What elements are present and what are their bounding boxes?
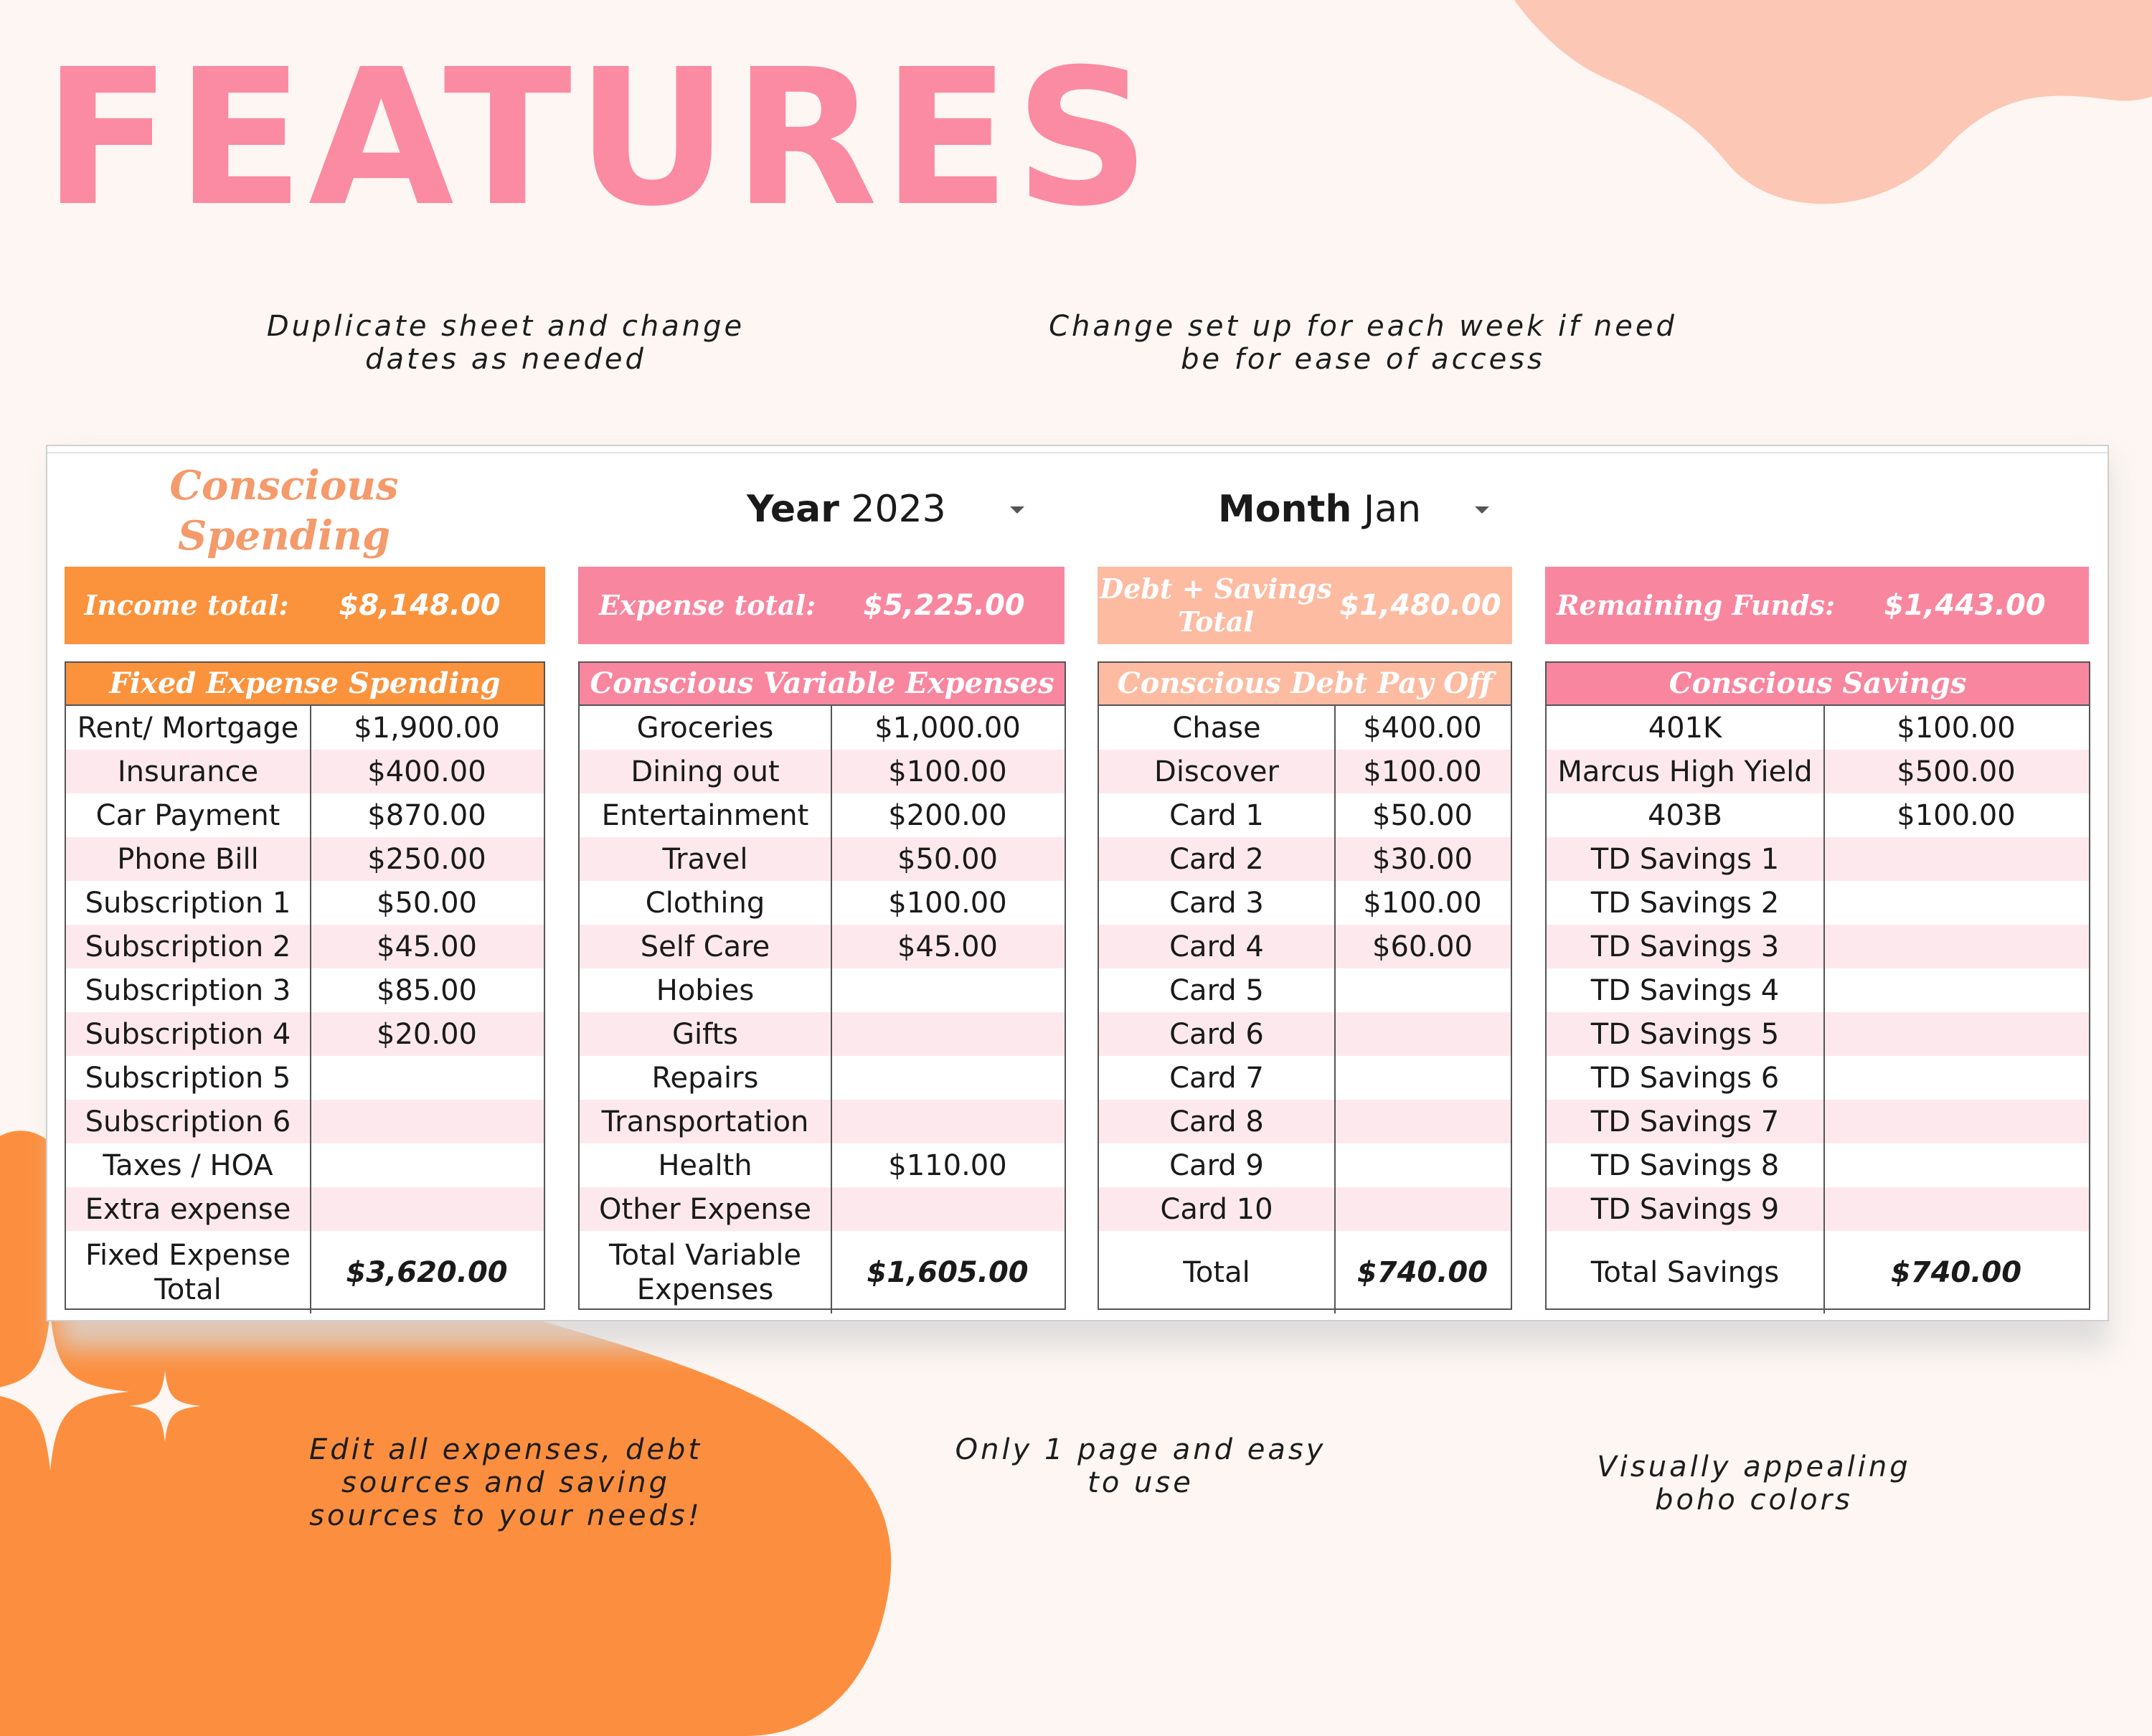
row-amount[interactable]: $400.00 bbox=[367, 755, 486, 788]
remaining-funds-value: $1,443.00 bbox=[1884, 589, 2046, 622]
row-label[interactable]: Insurance bbox=[66, 750, 311, 793]
row-label[interactable]: Repairs bbox=[580, 1056, 832, 1100]
row-amount[interactable] bbox=[832, 968, 1063, 1012]
row-amount[interactable]: $45.00 bbox=[897, 930, 998, 963]
row-amount[interactable] bbox=[832, 1012, 1063, 1056]
table-row bbox=[1547, 1012, 2089, 1056]
remaining-funds-box bbox=[1545, 567, 2089, 644]
row-amount[interactable]: $45.00 bbox=[377, 930, 477, 963]
row-amount[interactable] bbox=[1336, 1100, 1509, 1143]
table-row bbox=[580, 968, 1065, 1012]
row-amount[interactable] bbox=[832, 1056, 1063, 1100]
table-row bbox=[1099, 1100, 1511, 1143]
row-label[interactable]: TD Savings 7 bbox=[1547, 1100, 1825, 1143]
month-value: Jan bbox=[1363, 488, 1422, 531]
panel-header: Conscious Debt Pay Off bbox=[1099, 663, 1511, 706]
row-label[interactable]: TD Savings 2 bbox=[1547, 881, 1825, 925]
row-label[interactable]: TD Savings 3 bbox=[1547, 925, 1825, 968]
row-amount[interactable] bbox=[1825, 837, 2087, 881]
row-amount[interactable]: $200.00 bbox=[888, 798, 1007, 832]
table-row bbox=[66, 1056, 544, 1100]
page-title: FEATURES bbox=[43, 29, 1155, 247]
row-amount[interactable] bbox=[1825, 1143, 2087, 1187]
caption-duplicate-sheet: Duplicate sheet and change dates as needed bbox=[266, 310, 745, 376]
row-amount[interactable]: $100.00 bbox=[1897, 711, 2016, 745]
row-label[interactable]: Card 8 bbox=[1099, 1100, 1336, 1143]
table-row bbox=[580, 1100, 1065, 1143]
sparkle-icon bbox=[129, 1370, 201, 1442]
row-amount[interactable]: $50.00 bbox=[377, 886, 477, 920]
row-amount[interactable]: $400.00 bbox=[1363, 711, 1482, 745]
row-amount[interactable]: $100.00 bbox=[888, 755, 1007, 788]
debt-savings-total-label: Debt + Savings Total bbox=[1100, 572, 1332, 638]
row-amount[interactable] bbox=[311, 1187, 542, 1231]
row-label[interactable]: TD Savings 1 bbox=[1547, 837, 1825, 881]
table-row bbox=[1547, 706, 2089, 750]
month-label: Month bbox=[1218, 488, 1352, 531]
row-label[interactable]: Chase bbox=[1099, 706, 1336, 750]
row-label[interactable]: Card 10 bbox=[1099, 1187, 1336, 1231]
table-row bbox=[1099, 1056, 1511, 1100]
row-label[interactable]: Card 9 bbox=[1099, 1143, 1336, 1187]
table-row bbox=[1547, 837, 2089, 881]
row-label[interactable]: Card 4 bbox=[1099, 925, 1336, 968]
row-label[interactable]: Other Expense bbox=[580, 1187, 832, 1231]
expense-total-box bbox=[578, 567, 1065, 644]
table-row bbox=[1099, 793, 1511, 837]
row-label[interactable]: Card 2 bbox=[1099, 837, 1336, 881]
row-label[interactable]: Card 3 bbox=[1099, 881, 1336, 925]
table-row bbox=[66, 706, 544, 750]
row-amount[interactable] bbox=[311, 1056, 542, 1100]
row-label[interactable]: Travel bbox=[580, 837, 832, 881]
table-row bbox=[580, 793, 1065, 837]
row-amount[interactable]: $85.00 bbox=[377, 973, 477, 1007]
row-amount[interactable] bbox=[1825, 968, 2087, 1012]
table-row bbox=[1547, 1143, 2089, 1187]
total-row bbox=[580, 1231, 1065, 1313]
row-label[interactable]: Car Payment bbox=[66, 793, 311, 837]
row-amount[interactable]: $100.00 bbox=[1363, 755, 1482, 788]
table-row bbox=[1099, 881, 1511, 925]
row-amount[interactable]: $20.00 bbox=[377, 1017, 477, 1051]
total-value: $1,605.00 bbox=[867, 1255, 1029, 1289]
table-row bbox=[1547, 881, 2089, 925]
table-row bbox=[1547, 1056, 2089, 1100]
table-row bbox=[66, 793, 544, 837]
table-row bbox=[66, 837, 544, 881]
row-label[interactable]: Subscription 4 bbox=[66, 1012, 311, 1056]
table-row bbox=[1547, 968, 2089, 1012]
caption-one-page: Only 1 page and easy to use bbox=[955, 1433, 1326, 1499]
row-amount[interactable]: $500.00 bbox=[1897, 755, 2016, 788]
caption-boho-colors: Visually appealing boho colors bbox=[1597, 1450, 1911, 1516]
year-dropdown-icon[interactable] bbox=[1010, 506, 1024, 514]
total-label: Total Savings bbox=[1547, 1231, 1825, 1313]
row-amount[interactable] bbox=[1825, 1100, 2087, 1143]
row-label[interactable]: Subscription 5 bbox=[66, 1056, 311, 1100]
table-row bbox=[1547, 750, 2089, 793]
table-row bbox=[1099, 925, 1511, 968]
row-amount[interactable] bbox=[1336, 1187, 1509, 1231]
year-value: 2023 bbox=[851, 488, 946, 531]
year-selector[interactable] bbox=[747, 488, 946, 531]
row-amount[interactable]: $100.00 bbox=[888, 886, 1007, 920]
income-total-label: Income total: bbox=[84, 589, 289, 621]
table-row bbox=[1099, 750, 1511, 793]
table-row bbox=[580, 706, 1065, 750]
row-label[interactable]: TD Savings 5 bbox=[1547, 1012, 1825, 1056]
row-label[interactable]: Card 7 bbox=[1099, 1056, 1336, 1100]
year-label: Year bbox=[747, 488, 839, 531]
row-label[interactable]: Hobies bbox=[580, 968, 832, 1012]
sheet-gridline bbox=[47, 446, 2108, 453]
total-row bbox=[1099, 1231, 1511, 1313]
table-row bbox=[1547, 793, 2089, 837]
row-amount[interactable]: $100.00 bbox=[1897, 798, 2016, 832]
row-label[interactable]: Card 1 bbox=[1099, 793, 1336, 837]
panel-header: Conscious Variable Expenses bbox=[580, 663, 1065, 706]
row-label[interactable]: Subscription 1 bbox=[66, 881, 311, 925]
table-row bbox=[66, 881, 544, 925]
row-label[interactable]: Subscription 6 bbox=[66, 1100, 311, 1143]
row-amount[interactable] bbox=[1336, 1056, 1509, 1100]
row-amount[interactable] bbox=[1336, 1012, 1509, 1056]
table-row bbox=[580, 881, 1065, 925]
row-amount[interactable]: $250.00 bbox=[367, 842, 486, 876]
table-row bbox=[580, 1143, 1065, 1187]
debt-savings-total-value: $1,480.00 bbox=[1339, 589, 1501, 622]
row-label[interactable]: Card 5 bbox=[1099, 968, 1336, 1012]
panel-header: Conscious Savings bbox=[1547, 663, 2089, 706]
remaining-funds-label: Remaining Funds: bbox=[1556, 589, 1836, 621]
savings-panel bbox=[1545, 661, 2090, 1310]
table-row bbox=[1099, 1143, 1511, 1187]
row-amount[interactable] bbox=[1825, 881, 2087, 925]
table-row bbox=[580, 1187, 1065, 1231]
caption-edit-expenses: Edit all expenses, debt sources and saving sources to your needs! bbox=[308, 1433, 703, 1532]
row-label[interactable]: Self Care bbox=[580, 925, 832, 968]
table-row bbox=[66, 968, 544, 1012]
row-amount[interactable]: $1,000.00 bbox=[874, 711, 1021, 745]
fixed-expense-panel bbox=[65, 661, 545, 1310]
total-label: Fixed Expense Total bbox=[66, 1231, 311, 1313]
total-label: Total Variable Expenses bbox=[580, 1231, 832, 1313]
row-label[interactable]: TD Savings 8 bbox=[1547, 1143, 1825, 1187]
expense-total-label: Expense total: bbox=[598, 589, 816, 621]
row-amount[interactable] bbox=[1336, 1143, 1509, 1187]
row-label[interactable]: Phone Bill bbox=[66, 837, 311, 881]
row-amount[interactable] bbox=[832, 1187, 1063, 1231]
row-label[interactable]: Marcus High Yield bbox=[1547, 750, 1825, 793]
row-label[interactable]: Gifts bbox=[580, 1012, 832, 1056]
panel-header: Fixed Expense Spending bbox=[66, 663, 544, 706]
caption-change-setup: Change set up for each week if need be for ease of access bbox=[1049, 310, 1677, 376]
row-amount[interactable]: $870.00 bbox=[367, 798, 486, 832]
row-label[interactable]: 401K bbox=[1547, 706, 1825, 750]
table-row bbox=[580, 837, 1065, 881]
row-label[interactable]: Subscription 2 bbox=[66, 925, 311, 968]
row-label[interactable]: Discover bbox=[1099, 750, 1336, 793]
row-label[interactable]: Entertainment bbox=[580, 793, 832, 837]
row-amount[interactable]: $60.00 bbox=[1372, 930, 1473, 963]
table-row bbox=[1099, 968, 1511, 1012]
row-label[interactable]: 403B bbox=[1547, 793, 1825, 837]
row-amount[interactable]: $1,900.00 bbox=[354, 711, 500, 745]
total-row bbox=[66, 1231, 544, 1313]
row-amount[interactable]: $50.00 bbox=[1372, 798, 1473, 832]
row-amount[interactable] bbox=[1825, 1056, 2087, 1100]
row-label[interactable]: Rent/ Mortgage bbox=[66, 706, 311, 750]
table-row bbox=[1099, 706, 1511, 750]
table-row bbox=[1547, 1187, 2089, 1231]
row-label[interactable]: Taxes / HOA bbox=[66, 1143, 311, 1187]
row-label[interactable]: Groceries bbox=[580, 706, 832, 750]
income-total-value: $8,148.00 bbox=[339, 589, 501, 622]
table-row bbox=[66, 1187, 544, 1231]
row-amount[interactable] bbox=[311, 1100, 542, 1143]
row-amount[interactable]: $100.00 bbox=[1363, 886, 1482, 920]
row-label[interactable]: Subscription 3 bbox=[66, 968, 311, 1012]
debt-payoff-panel bbox=[1098, 661, 1512, 1310]
table-row bbox=[1547, 1100, 2089, 1143]
row-amount[interactable] bbox=[1825, 1012, 2087, 1056]
month-selector[interactable] bbox=[1218, 488, 1421, 531]
row-amount[interactable] bbox=[1825, 1187, 2087, 1231]
row-amount[interactable] bbox=[1825, 925, 2087, 968]
table-row bbox=[1099, 837, 1511, 881]
row-label[interactable]: Clothing bbox=[580, 881, 832, 925]
total-value: $740.00 bbox=[1356, 1255, 1488, 1289]
total-value: $740.00 bbox=[1890, 1255, 2022, 1289]
total-value: $3,620.00 bbox=[346, 1255, 508, 1289]
row-label[interactable]: TD Savings 4 bbox=[1547, 968, 1825, 1012]
total-row bbox=[1547, 1231, 2089, 1313]
total-label: Total bbox=[1099, 1231, 1336, 1313]
table-row bbox=[66, 1012, 544, 1056]
row-amount[interactable]: $30.00 bbox=[1372, 842, 1473, 876]
variable-expense-panel bbox=[578, 661, 1066, 1310]
planner-title-line1: Conscious Spending bbox=[169, 462, 399, 560]
row-label[interactable]: Card 6 bbox=[1099, 1012, 1336, 1056]
row-amount[interactable] bbox=[832, 1100, 1063, 1143]
table-row bbox=[1099, 1012, 1511, 1056]
row-amount[interactable] bbox=[1336, 968, 1509, 1012]
row-amount[interactable]: $110.00 bbox=[888, 1148, 1007, 1182]
table-row bbox=[66, 1100, 544, 1143]
table-row bbox=[66, 925, 544, 968]
table-row bbox=[1099, 1187, 1511, 1231]
month-dropdown-icon[interactable] bbox=[1475, 506, 1489, 514]
row-amount[interactable]: $50.00 bbox=[897, 842, 998, 876]
row-label[interactable]: Dining out bbox=[580, 750, 832, 793]
spreadsheet-screenshot bbox=[46, 445, 2109, 1321]
expense-total-value: $5,225.00 bbox=[863, 589, 1025, 622]
table-row bbox=[66, 750, 544, 793]
row-label[interactable]: Extra expense bbox=[66, 1187, 311, 1231]
table-row bbox=[580, 1056, 1065, 1100]
row-amount[interactable] bbox=[311, 1143, 542, 1187]
table-row bbox=[580, 750, 1065, 793]
income-total-box bbox=[65, 567, 545, 644]
row-label[interactable]: Transportation bbox=[580, 1100, 832, 1143]
peach-blob-decoration bbox=[1442, 0, 2152, 222]
debt-savings-total-box bbox=[1098, 567, 1512, 644]
row-label[interactable]: TD Savings 9 bbox=[1547, 1187, 1825, 1231]
row-label[interactable]: TD Savings 6 bbox=[1547, 1056, 1825, 1100]
table-row bbox=[1547, 925, 2089, 968]
table-row bbox=[580, 925, 1065, 968]
table-row bbox=[66, 1143, 544, 1187]
table-row bbox=[580, 1012, 1065, 1056]
row-label[interactable]: Health bbox=[580, 1143, 832, 1187]
